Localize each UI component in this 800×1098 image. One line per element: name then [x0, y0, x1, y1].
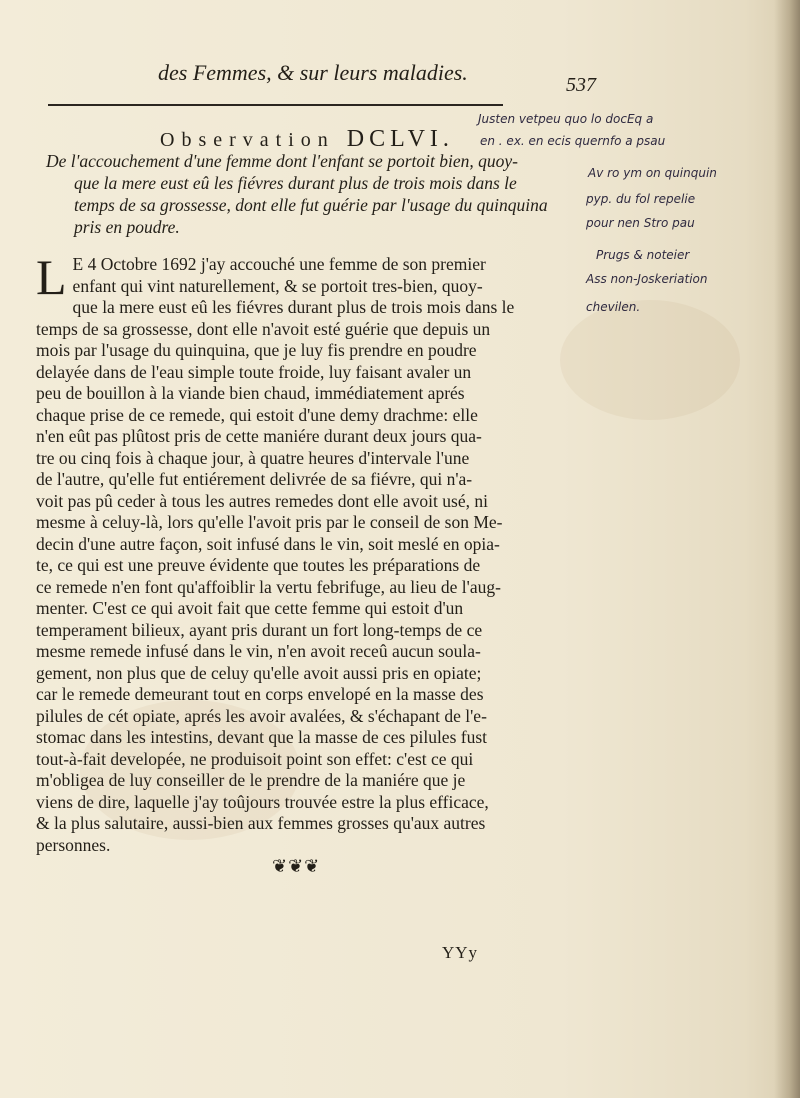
- body-line: menter. C'est ce qui avoit fait que cette femme qui estoit d'un: [36, 598, 464, 618]
- body-line: mesme à celuy-là, lors qu'elle l'avoit pris par le conseil de son Me-: [36, 512, 503, 532]
- binding-gutter: [774, 0, 800, 1098]
- margin-note: Justen vetpeu quo lo docEq a: [478, 112, 654, 126]
- summary-line: que la mere eust eû les fiévres durant plus de trois mois dans le: [74, 173, 517, 193]
- body-line: m'obligea de luy conseiller de le prendre de la maniére que je: [36, 770, 466, 790]
- drop-cap: L: [36, 249, 67, 305]
- margin-note: pour nen Stro pau: [586, 216, 695, 230]
- body-line: personnes.: [36, 834, 111, 855]
- observation-number: DCLVI.: [346, 126, 454, 152]
- body-line: stomac dans les intestins, devant que la masse de ces pilules fust: [36, 727, 488, 747]
- page-number: 537: [566, 74, 596, 96]
- observation-heading: [160, 126, 454, 153]
- margin-note: en . ex. en ecis quernfo a psau: [480, 134, 666, 148]
- observation-label: Observation: [160, 129, 335, 151]
- body-line: voit pas pû ceder à tous les autres remedes dont elle avoit usé, ni: [36, 490, 488, 511]
- body-line: temperament bilieux, ayant pris durant un fort long-temps de ce: [36, 619, 483, 640]
- signature-mark: YYy: [442, 943, 479, 962]
- margin-note: Ass non-Joskeriation: [586, 272, 708, 286]
- body-line: viens de dire, laquelle j'ay toûjours trouvée estre la plus efficace,: [36, 791, 489, 812]
- body-text: [36, 249, 576, 856]
- body-line: tout-à-fait developée, ne produisoit point son effet: c'est ce qui: [36, 748, 474, 769]
- body-line: gement, non plus que de celuy qu'elle avoit aussi pris en opiate;: [36, 662, 482, 683]
- summary-line: De l'accouchement d'une femme dont l'enfant se portoit bien, quoy-: [46, 151, 518, 171]
- body-line: peu de bouillon à la viande bien chaud, immédiatement aprés: [36, 383, 465, 403]
- margin-note: chevilen.: [586, 300, 641, 314]
- body-line: delayée dans de l'eau simple toute froide, luy faisant avaler un: [36, 361, 472, 382]
- margin-note: Av ro ym on quinquin: [588, 166, 717, 180]
- body-line: temps de sa grossesse, dont elle n'avoit esté guérie que depuis un: [36, 318, 491, 339]
- body-lines: [36, 249, 576, 856]
- body-line: chaque prise de ce remede, qui estoit d'une demy drachme: elle: [36, 404, 478, 425]
- body-line: enfant qui vint naturellement, & se portoit tres-bien, quoy-: [72, 275, 483, 296]
- body-line: de l'autre, qu'elle fut entiérement delivrée de sa fiévre, qui n'a-: [36, 469, 473, 489]
- margin-note: pyp. du fol repelie: [586, 192, 696, 206]
- running-head: des Femmes, & sur leurs maladies.: [158, 60, 468, 85]
- body-line: tre ou cinq fois à chaque jour, à quatre heures d'intervale l'une: [36, 447, 470, 468]
- summary-line: temps de sa grossesse, dont elle fut guérie par l'usage du quinquina: [74, 195, 548, 215]
- printers-ornament: ❦❦❦: [272, 856, 321, 876]
- body-line: n'en eût pas plûtost pris de cette maniére durant deux jours qua-: [36, 426, 482, 446]
- body-line: decin d'une autre façon, soit infusé dans le vin, soit meslé en opia-: [36, 533, 500, 554]
- body-line: pilules de cét opiate, aprés les avoir avalées, & s'échapant de l'e-: [36, 705, 487, 726]
- body-line: E 4 Octobre 1692 j'ay accouché une femme de son premier: [72, 254, 486, 274]
- summary-line: pris en poudre.: [74, 217, 180, 237]
- body-line: mois par l'usage du quinquina, que je luy fis prendre en poudre: [36, 340, 477, 360]
- body-line: & la plus salutaire, aussi-bien aux femmes grosses qu'aux autres: [36, 813, 486, 833]
- margin-note: Prugs & noteier: [596, 248, 690, 262]
- paper-stain: [560, 300, 740, 420]
- observation-summary: [46, 150, 576, 238]
- body-line: car le remede demeurant tout en corps envelopé en la masse des: [36, 684, 484, 704]
- body-line: ce remede n'en font qu'affoiblir la vertu febrifuge, au lieu de l'aug-: [36, 576, 501, 597]
- body-line: te, ce qui est une preuve évidente que toutes les préparations de: [36, 555, 481, 575]
- body-line: mesme remede infusé dans le vin, n'en avoit receû aucun soula-: [36, 641, 481, 661]
- header-rule: [48, 104, 503, 106]
- body-line: que la mere eust eû les fiévres durant plus de trois mois dans le: [72, 297, 515, 317]
